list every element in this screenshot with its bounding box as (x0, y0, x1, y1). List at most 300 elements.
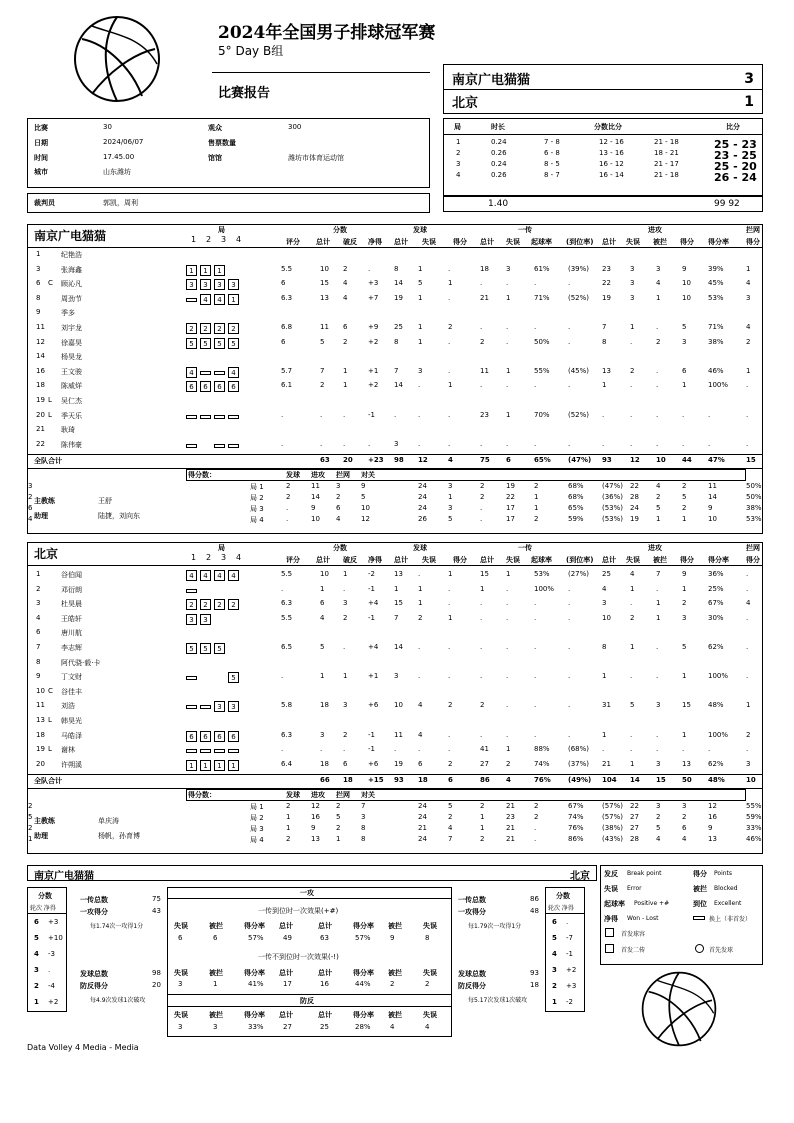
stat-cell: . (506, 643, 509, 651)
stat-cell: . (506, 599, 509, 608)
rotation-net: +2 (566, 966, 577, 974)
home-team-stats (27, 224, 763, 534)
set-points: 24 (418, 813, 427, 822)
set-points: 5 (28, 813, 33, 822)
stat-cell: . (418, 410, 421, 419)
center-val: 33% (248, 1023, 264, 1031)
stat-cell: . (656, 366, 659, 375)
player-name: 王皓轩 (61, 614, 82, 623)
center-col: 被拦 (388, 922, 402, 930)
set-cell: 0.26 (491, 149, 507, 157)
stat-cell: 5.5 (281, 570, 293, 578)
set-cell: 21 - 18 (654, 138, 679, 146)
stat-cell: (68%) (568, 745, 590, 754)
stat-cell: +6 (368, 701, 379, 710)
set-points: 6 (682, 824, 687, 833)
rotation-title: 分数 (556, 892, 570, 900)
stat-cell: 1 (320, 672, 325, 681)
team-total: 66 (320, 776, 330, 785)
player-number: 21 (36, 425, 45, 434)
set-points: 3 (28, 482, 33, 491)
team-total: (47%) (568, 456, 592, 465)
set-points: 5 (656, 504, 661, 513)
stat-cell: +7 (368, 293, 379, 302)
stat-cell: 2 (320, 381, 325, 390)
rotation-start: 1 (200, 265, 211, 276)
stat-cell: 15 (480, 570, 489, 578)
team-name: 北京 (34, 547, 59, 561)
center-val: 2 (425, 980, 430, 988)
stat-cell: . (568, 599, 571, 608)
sets-table: 局 时长 分数比分 比分 1 0.24 7 - 8 12 - 16 21 - 18 25 - 23 2 0.26 6 - 8 13 - 16 18 - 21 23 - 25 3 0.24 8 - 5 16 - 12 21 - 17 25 - 20 4 0.26 8 - 7 16 - 14 21 - 18 26 - 24 (443, 118, 763, 196)
rotation-sub (214, 415, 225, 419)
set-points: 14 (311, 493, 320, 502)
side-stat-label: 发球总数 (80, 970, 108, 978)
stat-cell: 31 (602, 701, 611, 710)
stat-cell: 1 (682, 672, 687, 681)
stat-cell: . (534, 730, 537, 739)
center-val: 44% (355, 980, 371, 988)
center-title: 防反 (300, 997, 314, 1005)
stat-cell: 5 (418, 279, 423, 288)
stat-cell: 30% (708, 613, 724, 622)
stat-cell: 6.5 (281, 643, 293, 651)
column-header: 失误 (626, 556, 640, 564)
center-col: 总计 (279, 1011, 293, 1019)
column-header: 得分 (746, 238, 760, 246)
divider (168, 994, 451, 995)
set-points: (43%) (602, 835, 624, 844)
stat-cell: 71% (534, 293, 550, 302)
set-score: 23 - 25 (714, 149, 757, 162)
rotation-net: . (566, 918, 569, 926)
set-cell: 2 (456, 149, 461, 157)
set-cell: 8 - 7 (544, 171, 560, 179)
stat-cell: . (480, 613, 483, 622)
set-points: 1 (480, 824, 485, 833)
rotation-sub (186, 676, 197, 680)
stat-cell: . (656, 672, 659, 681)
center-val: 3 (178, 1023, 183, 1031)
set-points: 24 (418, 835, 427, 844)
set-cell: 12 - 16 (599, 138, 624, 146)
stat-cell: 1 (746, 701, 751, 710)
set-points: 3 (448, 504, 453, 513)
set-points: 50% (746, 493, 762, 502)
stat-cell: 62% (708, 759, 724, 768)
column-header: 总计 (602, 238, 616, 246)
stat-cell: . (506, 279, 509, 288)
stat-cell: 27 (480, 759, 489, 768)
set-points: 2 (682, 482, 687, 491)
stat-cell: 1 (506, 570, 511, 578)
set-points: 5 (682, 493, 687, 502)
set-points: 1 (480, 813, 485, 822)
player-role: C (48, 686, 53, 695)
stat-cell: 3 (656, 701, 661, 710)
column-header: 失误 (422, 556, 436, 564)
stat-cell: 13 (682, 759, 691, 768)
stat-cell: . (656, 745, 659, 754)
stat-cell: . (568, 701, 571, 710)
stat-cell: 1 (682, 730, 687, 739)
set-points: 21 (506, 835, 515, 844)
set-cell: 18 - 21 (654, 149, 679, 157)
stat-cell: . (746, 381, 749, 390)
set-points: 68% (568, 493, 584, 502)
stat-cell: 2 (448, 701, 453, 710)
column-header: 得分率 (708, 238, 729, 246)
rotation-start: 6 (228, 731, 239, 742)
set-points: 局 3 (250, 825, 264, 834)
stat-cell: 4 (343, 279, 348, 288)
center-col: 得分率 (353, 1011, 374, 1019)
team-total: 65% (534, 456, 551, 465)
stat-cell: . (506, 701, 509, 710)
stat-cell: 13 (320, 293, 329, 302)
set-cell: 21 - 17 (654, 160, 679, 168)
set-points: 局 2 (250, 494, 264, 503)
set-points: 1 (28, 835, 33, 844)
set-points: 2 (336, 493, 341, 502)
column-header: 评分 (286, 238, 300, 246)
rotation-num: 6 (552, 918, 557, 926)
player-name: 谷伯闻 (61, 571, 82, 579)
team-total: 18 (418, 776, 428, 785)
points-header-box (186, 469, 746, 481)
stat-cell: . (480, 279, 483, 288)
stat-cell: . (281, 745, 284, 754)
column-header: 起球率 (531, 238, 552, 246)
stat-cell: . (534, 323, 537, 331)
stat-cell: . (708, 745, 711, 754)
stat-cell: 6 (418, 759, 423, 768)
center-val: 57% (248, 934, 264, 942)
set-points: 2 (480, 482, 485, 491)
set-cell: 13 - 16 (599, 149, 624, 157)
rotation-net: +2 (48, 998, 59, 1006)
column-header: (到位率) (566, 556, 594, 564)
side-stat-label: 每1.74次一攻得1分 (90, 923, 144, 930)
set-points: 2 (480, 493, 485, 502)
stat-cell: 4 (656, 279, 661, 288)
player-number: 13 (36, 716, 45, 724)
rotation-start: 3 (228, 701, 239, 712)
stat-cell: 4 (746, 599, 751, 608)
stat-cell: 1 (418, 293, 423, 302)
stat-cell: 1 (320, 584, 325, 593)
stat-cell: +6 (368, 759, 379, 768)
stat-cell: 3 (682, 337, 687, 346)
set-points: 12 (361, 515, 370, 524)
player-role: L (48, 410, 52, 419)
stat-cell: . (656, 381, 659, 390)
stat-cell: . (418, 570, 421, 578)
rotation-sub (186, 589, 197, 593)
away-team-stats (27, 542, 763, 854)
rotation-title: 分数 (38, 892, 52, 900)
player-name: 许朔溪 (61, 760, 82, 769)
stat-cell: 23 (602, 264, 611, 273)
rotation-start: 4 (186, 367, 197, 378)
team-total: 6 (506, 456, 511, 465)
center-stats (167, 887, 452, 1037)
set-points: 9 (361, 482, 366, 491)
rotation-box (27, 887, 67, 1012)
stat-cell: +3 (368, 279, 379, 288)
player-name: 纪艳浩 (61, 251, 82, 259)
center-val: 49 (283, 934, 292, 942)
stat-cell: 3 (656, 264, 661, 273)
side-stat: 18 (530, 981, 539, 989)
stat-cell: 21 (602, 759, 611, 768)
rotation-sub (214, 371, 225, 375)
stat-cell: 1 (506, 366, 511, 375)
set-points: 12 (311, 802, 320, 811)
stat-cell: . (480, 730, 483, 739)
side-stat-label: 防反得分 (458, 982, 486, 990)
column-header: 起球率 (531, 556, 552, 564)
stat-cell: . (534, 439, 537, 448)
set-points: 4 (28, 515, 33, 524)
stat-cell: . (656, 730, 659, 739)
set-label: 2 (206, 553, 212, 562)
stat-cell: . (281, 672, 284, 681)
rotation-start: 2 (200, 599, 211, 610)
stat-cell: 1 (343, 381, 348, 390)
team-total: 15 (746, 456, 756, 465)
player-name: 邓衍朗 (61, 585, 82, 594)
set-points: (53%) (602, 515, 624, 524)
stat-cell: 23 (480, 410, 489, 419)
rotation-num: 3 (552, 966, 557, 974)
rotation-start: 2 (214, 323, 225, 334)
rotation-net: . (48, 966, 51, 974)
stat-cell: 3 (630, 293, 635, 302)
stat-cell: 7 (320, 366, 325, 375)
player-number: 11 (36, 701, 45, 710)
rotation-net: -3 (48, 950, 55, 958)
stat-cell: . (656, 323, 659, 331)
rotation-start: 5 (214, 643, 225, 654)
divider (168, 1006, 451, 1007)
match-info: 比赛 30 日期 2024/06/07 时间 17.45.00 城市 山东潍坊 观众 300 售票数量 馆馆 潍坊市体育运动馆 (27, 118, 430, 188)
stat-cell: . (448, 439, 451, 448)
set-points: (47%) (602, 482, 624, 491)
stat-cell: . (448, 337, 451, 346)
set-points: . (480, 515, 483, 524)
stat-cell: . (568, 279, 571, 288)
stat-cell: . (448, 643, 451, 651)
stat-cell: . (534, 613, 537, 622)
team-total: 4 (448, 456, 453, 465)
column-header: 得分 (453, 238, 467, 246)
set-points: . (534, 835, 537, 844)
stat-cell: . (630, 599, 633, 608)
set-points: 67% (568, 802, 584, 811)
player-number: 1 (36, 250, 41, 258)
stat-cell: . (480, 439, 483, 448)
stat-cell: (27%) (568, 570, 590, 578)
stat-cell: . (568, 323, 571, 331)
stat-cell: 22 (602, 279, 611, 288)
set-points: 53% (746, 515, 762, 524)
stat-cell: +1 (368, 366, 379, 375)
stat-cell: . (630, 439, 633, 448)
set-points: 55% (746, 802, 762, 811)
stat-cell: . (708, 439, 711, 448)
stat-cell: 38% (708, 337, 724, 346)
center-col: 被拦 (388, 969, 402, 977)
center-val: 57% (355, 934, 371, 942)
player-name: 唐川航 (61, 629, 82, 638)
footer: Data Volley 4 Media - Media (27, 1043, 139, 1052)
center-val: 6 (213, 934, 218, 942)
player-number: 10 (36, 686, 45, 695)
side-stat-label: 一传总数 (458, 896, 486, 904)
stat-cell: 6.4 (281, 759, 293, 768)
stat-cell: . (602, 439, 605, 448)
stat-cell: . (656, 410, 659, 419)
stat-cell: 5 (320, 643, 325, 651)
stat-cell: 9 (682, 570, 687, 578)
team-total: 86 (480, 776, 490, 785)
set-points: 21 (506, 802, 515, 811)
team-total: 6 (448, 776, 453, 785)
set-points: 4 (656, 835, 661, 844)
rotation-net: -4 (48, 982, 55, 990)
set-points: 3 (336, 482, 341, 491)
stat-cell: 5.7 (281, 366, 293, 375)
stat-cell: . (746, 439, 749, 448)
rotation-sub (186, 415, 197, 419)
set-points: 22 (506, 493, 515, 502)
set-points: 5 (656, 824, 661, 833)
stat-cell: . (281, 584, 284, 593)
stat-cell: 3 (418, 366, 423, 375)
set-points: 2 (28, 802, 33, 811)
set-points: 2 (480, 835, 485, 844)
center-val: 8 (425, 934, 430, 942)
stat-cell: 10 (682, 279, 691, 288)
stat-cell: . (480, 599, 483, 608)
stat-cell: 25 (394, 323, 403, 331)
coach: 王舒 (98, 497, 112, 506)
side-stat-label: 一攻得分 (458, 908, 486, 916)
center-col: 总计 (279, 922, 293, 930)
stat-cell: 41 (480, 745, 489, 754)
stat-cell: 4 (602, 584, 607, 593)
set-points: 4 (336, 515, 341, 524)
rotation-start: 5 (228, 338, 239, 349)
stat-cell: 6.1 (281, 381, 293, 390)
set-points: 局 4 (250, 516, 264, 525)
player-name: 丁文财 (61, 673, 82, 682)
rotation-start: 5 (228, 672, 239, 683)
center-val: 3 (213, 1023, 218, 1031)
stat-cell: 61% (534, 264, 550, 273)
stat-cell: 3 (506, 264, 511, 273)
player-name: 谷佳丰 (61, 687, 82, 696)
team-total: 47% (708, 456, 725, 465)
center-col: 得分率 (353, 922, 374, 930)
stat-cell: . (281, 410, 284, 419)
center-title: 一攻 (300, 889, 314, 897)
stat-cell: . (281, 439, 284, 448)
set-points: 2 (682, 813, 687, 822)
set-points: 17 (506, 504, 515, 513)
set-cell: 6 - 8 (544, 149, 560, 157)
player-number: 20 (36, 759, 45, 768)
stat-cell: . (418, 381, 421, 390)
center-col: 失误 (174, 922, 188, 930)
column-header: 失误 (506, 556, 520, 564)
center-val: 6 (178, 934, 183, 942)
stat-cell: 6.8 (281, 323, 293, 331)
assistant-label: 助理 (34, 832, 48, 841)
rotation-start: 6 (186, 381, 197, 392)
column-header: 被拦 (653, 238, 667, 246)
set-points: 26 (418, 515, 427, 524)
stat-cell: 3 (682, 613, 687, 622)
stat-cell: 1 (630, 323, 635, 331)
center-val: 25 (320, 1023, 329, 1031)
team-name: 南京广电猫猫 (34, 229, 107, 243)
set-cell: 0.26 (491, 171, 507, 179)
set-points: 24 (418, 504, 427, 513)
away-team-name: 北京 (452, 96, 479, 111)
set-points: 33% (746, 824, 762, 833)
stat-cell: 18 (320, 759, 329, 768)
team-total-label: 全队合计 (34, 457, 62, 466)
points-col: 对关 (361, 471, 375, 480)
stat-cell: 3 (746, 759, 751, 768)
stat-cell: . (630, 337, 633, 346)
stat-cell: . (480, 672, 483, 681)
set-points: 13 (311, 835, 320, 844)
rotation-start: 4 (214, 570, 225, 581)
center-val: 27 (283, 1023, 292, 1031)
side-stat-label: 发球总数 (458, 970, 486, 978)
stat-cell: 2 (343, 337, 348, 346)
stat-cell: 14 (394, 381, 403, 390)
column-header: 破反 (343, 238, 357, 246)
set-points: 59% (746, 813, 762, 822)
stat-cell: 4 (746, 323, 751, 331)
set-points: 7 (448, 835, 453, 844)
stat-cell: 3 (656, 759, 661, 768)
stat-cell: . (682, 439, 685, 448)
set-points: 27 (630, 824, 639, 833)
rotation-start: 4 (200, 294, 211, 305)
stat-cell: . (630, 730, 633, 739)
stat-cell: . (448, 366, 451, 375)
column-header: 一传 (518, 226, 532, 234)
team-total: 10 (746, 776, 756, 785)
stat-cell: +4 (368, 599, 379, 608)
stat-cell: 6.3 (281, 293, 293, 302)
stat-cell: 88% (534, 745, 550, 754)
stat-cell: 1 (418, 584, 423, 593)
set-points: 22 (630, 482, 639, 491)
rotation-start: 1 (228, 760, 239, 771)
column-header: 得分 (453, 556, 467, 564)
set-points: 24 (630, 504, 639, 513)
stat-cell: 4 (630, 570, 635, 578)
stat-cell: 1 (656, 613, 661, 622)
stat-cell: . (682, 410, 685, 419)
stat-cell: . (506, 323, 509, 331)
